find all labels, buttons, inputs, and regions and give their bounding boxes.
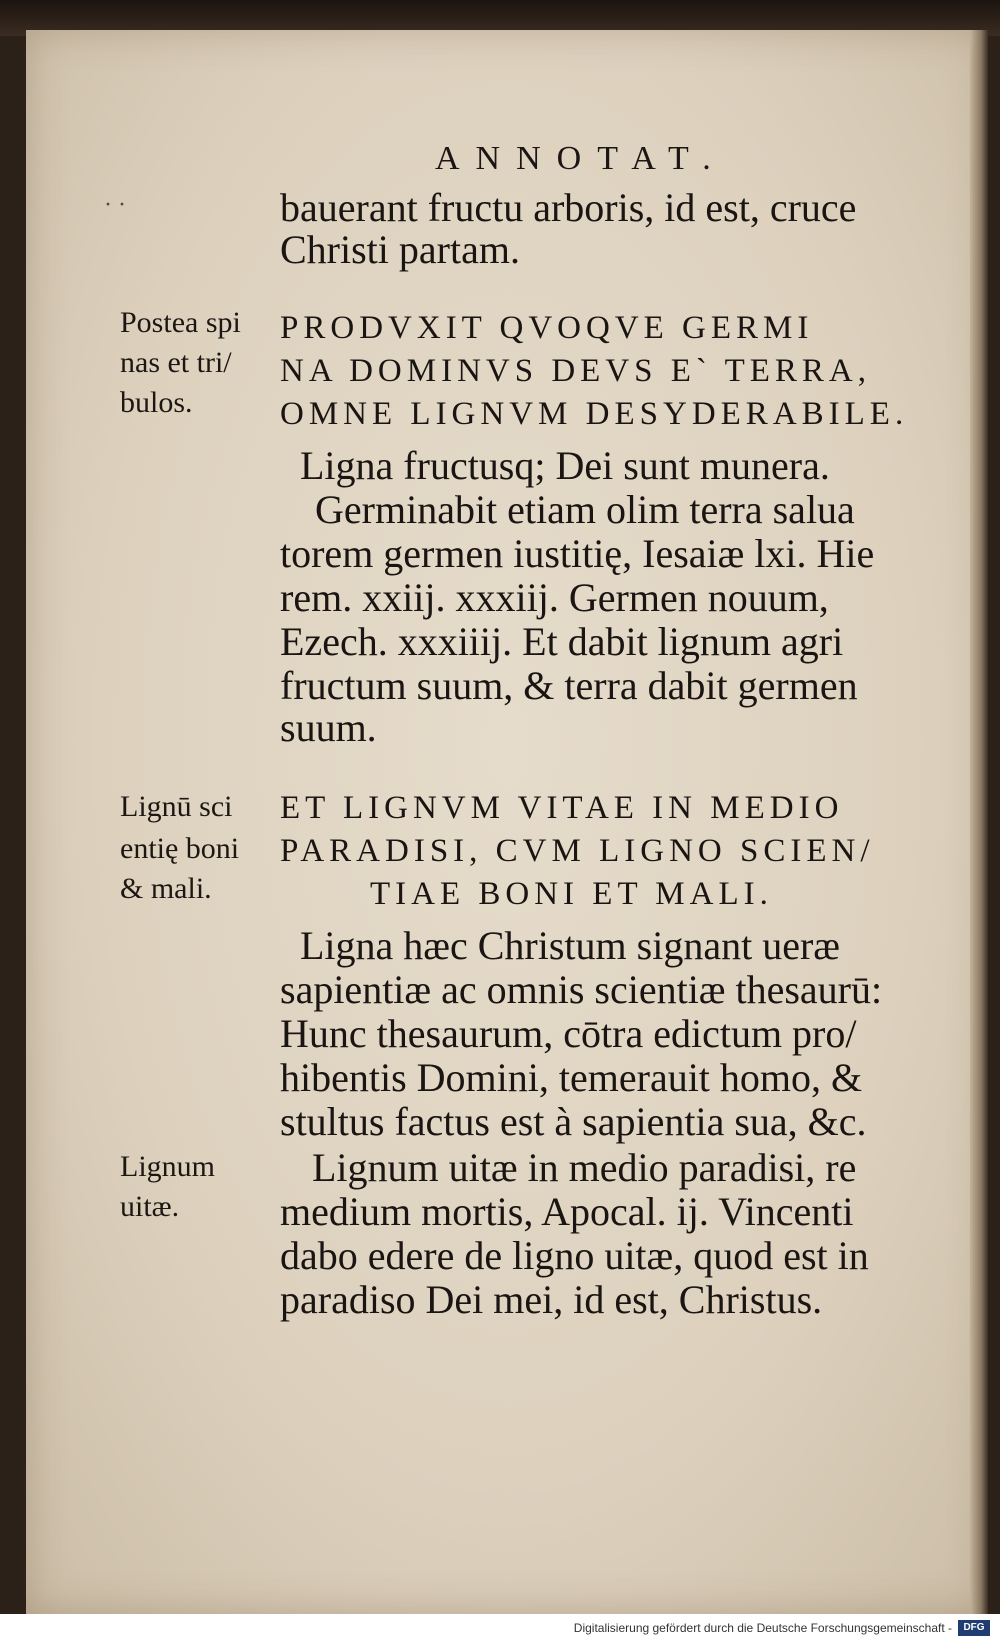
running-header: ANNOTAT.	[435, 140, 727, 177]
margin-note: entię boni	[120, 832, 240, 865]
body-line: torem germen iustitię, Iesaiæ lxi. Hie	[280, 531, 875, 576]
body-line: bauerant fructu arboris, id est, cruce	[280, 185, 857, 230]
ink-mark: · ·	[104, 192, 126, 218]
body-line: paradiso Dei mei, id est, Christus.	[280, 1277, 823, 1322]
body-line: Hunc thesaurum, cōtra edictum pro/	[280, 1011, 857, 1056]
margin-note: Lignum	[120, 1150, 215, 1183]
body-line: Lignum uitæ in medio paradisi, re	[312, 1145, 857, 1190]
margin-note: & mali.	[120, 872, 212, 905]
margin-note: nas et tri/	[120, 346, 232, 379]
margin-note: bulos.	[120, 386, 193, 419]
footer-credit: Digitalisierung gefördert durch die Deutsche Forschungsgemeinschaft -	[573, 1621, 952, 1635]
margin-note: uitæ.	[120, 1190, 180, 1223]
body-line: dabo edere de ligno uitæ, quod est in	[280, 1233, 869, 1278]
verse-line: TIAE BONI ET MALI.	[370, 876, 773, 912]
margin-note: Lignū sci	[120, 790, 233, 823]
verse-line: NA DOMINVS DEVS E` TERRA,	[280, 353, 871, 389]
dfg-logo: DFG	[958, 1620, 990, 1636]
verse-line: PRODVXIT QVOQVE GERMI	[280, 310, 814, 346]
body-line: stultus factus est à sapientia sua, &c.	[280, 1099, 867, 1144]
verse-line: ET LIGNVM VITAE IN MEDIO	[280, 790, 844, 826]
body-line: Ezech. xxxiiij. Et dabit lignum agri	[280, 619, 844, 664]
body-line: Ligna hæc Christum signant ueræ	[300, 923, 840, 968]
footer-bar	[0, 1614, 1000, 1644]
body-line: fructum suum, & terra dabit germen	[280, 663, 858, 708]
margin-note: Postea spi	[120, 306, 241, 339]
body-line: Ligna fructusq; Dei sunt munera.	[300, 443, 830, 488]
body-line: Germinabit etiam olim terra salua	[315, 487, 855, 532]
verse-line: OMNE LIGNVM DESYDERABILE.	[280, 396, 909, 432]
body-line: Christi partam.	[280, 227, 520, 272]
body-line: sapientiæ ac omnis scientiæ thesaurū:	[280, 967, 883, 1012]
page-edge	[970, 30, 988, 1614]
body-line: rem. xxiij. xxxiij. Germen nouum,	[280, 575, 829, 620]
body-line: hibentis Domini, temerauit homo, &	[280, 1055, 863, 1100]
verse-line: PARADISI, CVM LIGNO SCIEN/	[280, 833, 875, 869]
body-line: suum.	[280, 705, 377, 750]
body-line: medium mortis, Apocal. ij. Vincenti	[280, 1189, 854, 1234]
